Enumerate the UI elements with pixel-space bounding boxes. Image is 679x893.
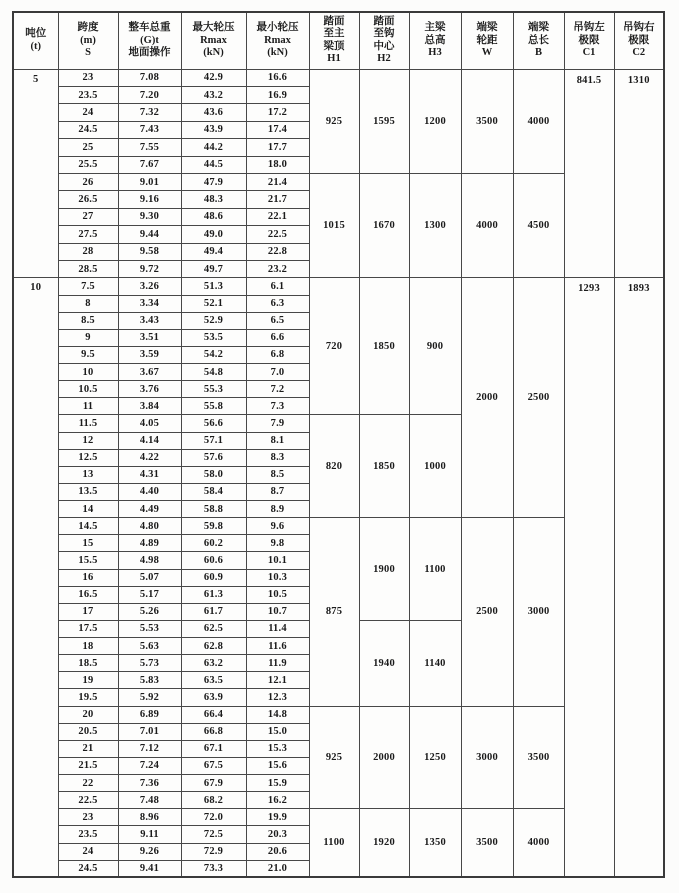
cell-rmin: 6.6 <box>246 329 309 346</box>
cell-span: 19 <box>58 672 118 689</box>
cell-h3: 1250 <box>409 706 461 809</box>
cell-weight: 9.16 <box>118 191 181 208</box>
cell-rmin: 22.5 <box>246 226 309 243</box>
cell-b: 4000 <box>513 809 564 878</box>
cell-rmax: 59.8 <box>181 518 246 535</box>
cell-span: 14.5 <box>58 518 118 535</box>
cell-weight: 9.58 <box>118 243 181 260</box>
cell-rmin: 8.1 <box>246 432 309 449</box>
header-h1: 踏面 至主 梁顶 H1 <box>309 12 359 69</box>
cell-rmax: 58.8 <box>181 501 246 518</box>
cell-rmin: 15.9 <box>246 775 309 792</box>
cell-h1: 1015 <box>309 173 359 277</box>
cell-rmin: 16.2 <box>246 792 309 809</box>
cell-rmin: 8.9 <box>246 501 309 518</box>
cell-weight: 7.12 <box>118 740 181 757</box>
cell-rmin: 11.4 <box>246 620 309 637</box>
cell-rmin: 22.1 <box>246 208 309 225</box>
cell-h3: 1350 <box>409 809 461 878</box>
cell-rmax: 72.5 <box>181 826 246 843</box>
cell-tonnage: 5 <box>13 69 58 278</box>
cell-rmin: 10.1 <box>246 552 309 569</box>
cell-h2: 1920 <box>359 809 409 878</box>
cell-weight: 4.14 <box>118 432 181 449</box>
cell-span: 12 <box>58 432 118 449</box>
cell-rmin: 20.3 <box>246 826 309 843</box>
cell-rmin: 6.5 <box>246 312 309 329</box>
cell-rmax: 72.0 <box>181 809 246 826</box>
cell-weight: 9.41 <box>118 860 181 877</box>
cell-span: 26 <box>58 173 118 190</box>
cell-span: 24 <box>58 104 118 121</box>
cell-rmax: 48.6 <box>181 208 246 225</box>
cell-w: 4000 <box>461 173 513 277</box>
table-row <box>13 278 664 295</box>
cell-rmin: 7.0 <box>246 364 309 381</box>
cell-rmin: 19.9 <box>246 809 309 826</box>
cell-span: 18 <box>58 638 118 655</box>
cell-h2: 1670 <box>359 173 409 277</box>
cell-span: 25 <box>58 139 118 156</box>
cell-weight: 4.31 <box>118 466 181 483</box>
cell-rmax: 43.6 <box>181 104 246 121</box>
cell-rmin: 7.3 <box>246 398 309 415</box>
header-weight: 整车总重 (G)t 地面操作 <box>118 12 181 69</box>
cell-span: 14 <box>58 501 118 518</box>
cell-b: 3000 <box>513 518 564 706</box>
header-tonnage: 吨位 (t) <box>13 12 58 69</box>
cell-rmin: 17.7 <box>246 139 309 156</box>
cell-span: 16 <box>58 569 118 586</box>
cell-h3: 1000 <box>409 415 461 518</box>
cell-rmax: 62.5 <box>181 620 246 637</box>
cell-rmin: 8.7 <box>246 483 309 500</box>
cell-span: 21 <box>58 740 118 757</box>
table-row <box>13 69 664 86</box>
cell-span: 13 <box>58 466 118 483</box>
cell-span: 18.5 <box>58 655 118 672</box>
cell-weight: 4.80 <box>118 518 181 535</box>
header-w: 端梁 轮距 W <box>461 12 513 69</box>
cell-h1: 925 <box>309 69 359 173</box>
cell-rmax: 58.4 <box>181 483 246 500</box>
cell-rmin: 11.6 <box>246 638 309 655</box>
cell-rmin: 21.4 <box>246 173 309 190</box>
cell-weight: 5.07 <box>118 569 181 586</box>
cell-span: 26.5 <box>58 191 118 208</box>
cell-rmax: 56.6 <box>181 415 246 432</box>
cell-h2: 1850 <box>359 415 409 518</box>
cell-rmax: 57.6 <box>181 449 246 466</box>
cell-rmax: 60.6 <box>181 552 246 569</box>
cell-rmin: 20.6 <box>246 843 309 860</box>
cell-weight: 7.48 <box>118 792 181 809</box>
header-h3: 主梁 总高 H3 <box>409 12 461 69</box>
cell-h2: 2000 <box>359 706 409 809</box>
cell-rmax: 67.5 <box>181 757 246 774</box>
cell-span: 28.5 <box>58 260 118 277</box>
header-row <box>13 12 664 69</box>
cell-w: 3500 <box>461 809 513 878</box>
cell-span: 8 <box>58 295 118 312</box>
cell-span: 20 <box>58 706 118 723</box>
cell-span: 10.5 <box>58 381 118 398</box>
cell-span: 28 <box>58 243 118 260</box>
cell-c2: 1310 <box>614 69 664 278</box>
cell-h2: 1940 <box>359 620 409 706</box>
cell-weight: 5.73 <box>118 655 181 672</box>
cell-weight: 9.01 <box>118 173 181 190</box>
cell-rmin: 22.8 <box>246 243 309 260</box>
cell-weight: 9.11 <box>118 826 181 843</box>
cell-rmax: 66.4 <box>181 706 246 723</box>
cell-rmax: 55.3 <box>181 381 246 398</box>
cell-rmax: 61.3 <box>181 586 246 603</box>
cell-span: 23.5 <box>58 86 118 103</box>
cell-rmin: 8.5 <box>246 466 309 483</box>
cell-h1: 925 <box>309 706 359 809</box>
cell-rmax: 57.1 <box>181 432 246 449</box>
cell-span: 22 <box>58 775 118 792</box>
cell-rmax: 72.9 <box>181 843 246 860</box>
table-header <box>13 12 664 69</box>
cell-rmin: 14.8 <box>246 706 309 723</box>
cell-span: 15 <box>58 535 118 552</box>
cell-span: 23 <box>58 69 118 86</box>
cell-rmax: 49.7 <box>181 260 246 277</box>
cell-weight: 4.49 <box>118 501 181 518</box>
cell-rmin: 10.5 <box>246 586 309 603</box>
cell-weight: 5.83 <box>118 672 181 689</box>
cell-rmax: 43.9 <box>181 121 246 138</box>
cell-rmin: 21.7 <box>246 191 309 208</box>
cell-rmin: 21.0 <box>246 860 309 877</box>
cell-rmax: 60.2 <box>181 535 246 552</box>
cell-weight: 7.32 <box>118 104 181 121</box>
header-rmin: 最小轮压 Rmax (kN) <box>246 12 309 69</box>
cell-rmin: 16.9 <box>246 86 309 103</box>
cell-rmax: 52.9 <box>181 312 246 329</box>
cell-rmin: 10.3 <box>246 569 309 586</box>
cell-rmin: 15.0 <box>246 723 309 740</box>
cell-span: 9.5 <box>58 346 118 363</box>
header-h2: 踏面 至钩 中心 H2 <box>359 12 409 69</box>
cell-weight: 8.96 <box>118 809 181 826</box>
cell-weight: 3.43 <box>118 312 181 329</box>
cell-b: 2500 <box>513 278 564 518</box>
cell-weight: 7.24 <box>118 757 181 774</box>
cell-weight: 7.20 <box>118 86 181 103</box>
cell-weight: 9.26 <box>118 843 181 860</box>
cell-rmin: 8.3 <box>246 449 309 466</box>
cell-weight: 3.34 <box>118 295 181 312</box>
cell-weight: 5.63 <box>118 638 181 655</box>
cell-weight: 4.05 <box>118 415 181 432</box>
header-rmax: 最大轮压 Rmax (kN) <box>181 12 246 69</box>
cell-weight: 3.26 <box>118 278 181 295</box>
cell-h2: 1850 <box>359 278 409 415</box>
cell-rmax: 63.2 <box>181 655 246 672</box>
cell-rmax: 44.5 <box>181 156 246 173</box>
cell-rmin: 18.0 <box>246 156 309 173</box>
cell-b: 4500 <box>513 173 564 277</box>
cell-rmax: 43.2 <box>181 86 246 103</box>
cell-span: 23.5 <box>58 826 118 843</box>
cell-rmax: 52.1 <box>181 295 246 312</box>
cell-weight: 3.59 <box>118 346 181 363</box>
cell-weight: 3.51 <box>118 329 181 346</box>
cell-weight: 9.72 <box>118 260 181 277</box>
cell-rmax: 73.3 <box>181 860 246 877</box>
cell-h1: 1100 <box>309 809 359 878</box>
cell-span: 24.5 <box>58 860 118 877</box>
cell-rmin: 16.6 <box>246 69 309 86</box>
cell-rmax: 58.0 <box>181 466 246 483</box>
cell-rmax: 42.9 <box>181 69 246 86</box>
cell-span: 21.5 <box>58 757 118 774</box>
cell-weight: 7.36 <box>118 775 181 792</box>
cell-rmin: 7.2 <box>246 381 309 398</box>
cell-span: 16.5 <box>58 586 118 603</box>
cell-span: 11.5 <box>58 415 118 432</box>
cell-rmax: 51.3 <box>181 278 246 295</box>
cell-span: 17 <box>58 603 118 620</box>
cell-rmin: 10.7 <box>246 603 309 620</box>
cell-rmax: 63.5 <box>181 672 246 689</box>
cell-rmax: 49.4 <box>181 243 246 260</box>
cell-h3: 1300 <box>409 173 461 277</box>
cell-weight: 4.89 <box>118 535 181 552</box>
cell-rmin: 6.8 <box>246 346 309 363</box>
cell-span: 8.5 <box>58 312 118 329</box>
cell-weight: 3.67 <box>118 364 181 381</box>
cell-rmin: 6.1 <box>246 278 309 295</box>
cell-rmax: 47.9 <box>181 173 246 190</box>
cell-c2: 1893 <box>614 278 664 877</box>
cell-span: 10 <box>58 364 118 381</box>
cell-rmax: 54.8 <box>181 364 246 381</box>
cell-span: 24.5 <box>58 121 118 138</box>
cell-rmin: 7.9 <box>246 415 309 432</box>
cell-weight: 7.43 <box>118 121 181 138</box>
cell-span: 15.5 <box>58 552 118 569</box>
cell-rmin: 15.6 <box>246 757 309 774</box>
cell-weight: 5.26 <box>118 603 181 620</box>
cell-h3: 1140 <box>409 620 461 706</box>
cell-w: 2000 <box>461 278 513 518</box>
cell-tonnage: 10 <box>13 278 58 877</box>
cell-w: 2500 <box>461 518 513 706</box>
cell-rmin: 17.4 <box>246 121 309 138</box>
header-span: 跨度 (m) S <box>58 12 118 69</box>
cell-rmax: 67.9 <box>181 775 246 792</box>
cell-weight: 5.92 <box>118 689 181 706</box>
header-c2: 吊钩右 极限 C2 <box>614 12 664 69</box>
cell-weight: 7.67 <box>118 156 181 173</box>
cell-weight: 3.84 <box>118 398 181 415</box>
cell-h1: 875 <box>309 518 359 706</box>
cell-span: 7.5 <box>58 278 118 295</box>
cell-span: 27 <box>58 208 118 225</box>
cell-weight: 4.40 <box>118 483 181 500</box>
cell-h2: 1595 <box>359 69 409 173</box>
cell-rmax: 68.2 <box>181 792 246 809</box>
cell-weight: 7.01 <box>118 723 181 740</box>
cell-span: 17.5 <box>58 620 118 637</box>
cell-rmin: 9.6 <box>246 518 309 535</box>
cell-b: 3500 <box>513 706 564 809</box>
cell-w: 3500 <box>461 69 513 173</box>
cell-span: 20.5 <box>58 723 118 740</box>
header-c1: 吊钩左 极限 C1 <box>564 12 614 69</box>
cell-rmax: 61.7 <box>181 603 246 620</box>
cell-span: 19.5 <box>58 689 118 706</box>
cell-rmax: 60.9 <box>181 569 246 586</box>
cell-weight: 7.08 <box>118 69 181 86</box>
cell-span: 12.5 <box>58 449 118 466</box>
cell-rmin: 23.2 <box>246 260 309 277</box>
cell-h1: 820 <box>309 415 359 518</box>
cell-rmin: 17.2 <box>246 104 309 121</box>
cell-weight: 9.44 <box>118 226 181 243</box>
cell-span: 13.5 <box>58 483 118 500</box>
cell-h2: 1900 <box>359 518 409 621</box>
cell-rmax: 44.2 <box>181 139 246 156</box>
cell-rmax: 49.0 <box>181 226 246 243</box>
cell-h1: 720 <box>309 278 359 415</box>
cell-weight: 5.17 <box>118 586 181 603</box>
cell-weight: 4.22 <box>118 449 181 466</box>
cell-h3: 1200 <box>409 69 461 173</box>
cell-rmin: 11.9 <box>246 655 309 672</box>
cell-rmax: 63.9 <box>181 689 246 706</box>
cell-span: 23 <box>58 809 118 826</box>
cell-weight: 4.98 <box>118 552 181 569</box>
cell-rmax: 66.8 <box>181 723 246 740</box>
cell-span: 9 <box>58 329 118 346</box>
header-b: 端梁 总长 B <box>513 12 564 69</box>
cell-rmax: 67.1 <box>181 740 246 757</box>
cell-rmin: 6.3 <box>246 295 309 312</box>
cell-weight: 6.89 <box>118 706 181 723</box>
cell-rmax: 53.5 <box>181 329 246 346</box>
cell-rmax: 55.8 <box>181 398 246 415</box>
cell-span: 22.5 <box>58 792 118 809</box>
cell-rmin: 12.3 <box>246 689 309 706</box>
cell-span: 11 <box>58 398 118 415</box>
cell-rmin: 9.8 <box>246 535 309 552</box>
cell-rmin: 12.1 <box>246 672 309 689</box>
cell-w: 3000 <box>461 706 513 809</box>
cell-weight: 3.76 <box>118 381 181 398</box>
cell-rmax: 48.3 <box>181 191 246 208</box>
cell-rmin: 15.3 <box>246 740 309 757</box>
cell-weight: 9.30 <box>118 208 181 225</box>
cell-rmax: 62.8 <box>181 638 246 655</box>
cell-span: 25.5 <box>58 156 118 173</box>
cell-c1: 841.5 <box>564 69 614 278</box>
cell-c1: 1293 <box>564 278 614 877</box>
cell-rmax: 54.2 <box>181 346 246 363</box>
spec-sheet <box>12 11 665 878</box>
cell-span: 24 <box>58 843 118 860</box>
cell-h3: 900 <box>409 278 461 415</box>
cell-span: 27.5 <box>58 226 118 243</box>
table-body <box>13 69 664 877</box>
cell-weight: 5.53 <box>118 620 181 637</box>
cell-b: 4000 <box>513 69 564 173</box>
cell-weight: 7.55 <box>118 139 181 156</box>
cell-h3: 1100 <box>409 518 461 621</box>
crane-spec-table <box>12 11 665 878</box>
